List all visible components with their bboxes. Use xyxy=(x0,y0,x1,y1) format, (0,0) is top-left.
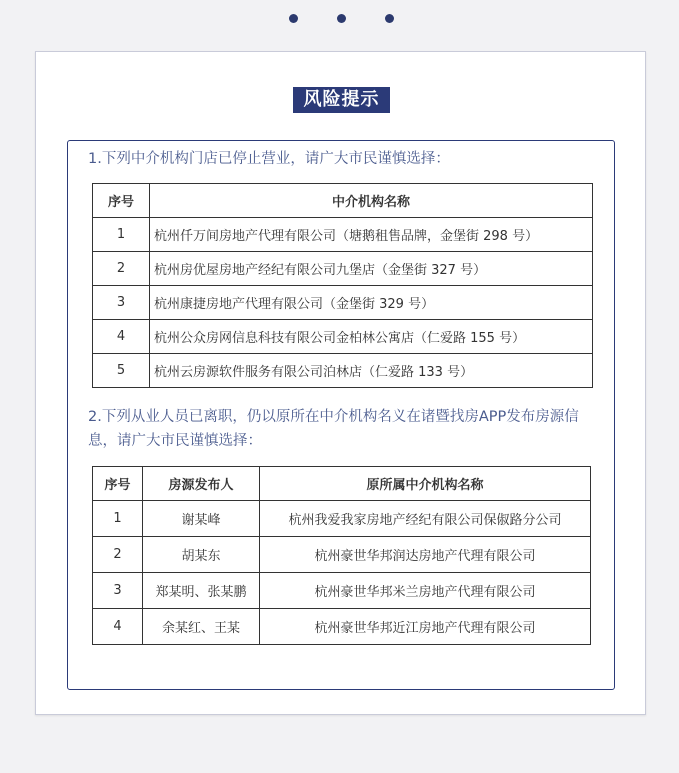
former-agency-name: 杭州豪世华邦米兰房地产代理有限公司 xyxy=(260,573,591,609)
column-header: 序号 xyxy=(93,467,143,501)
publisher-name: 胡某东 xyxy=(143,537,260,573)
departed-staff-table xyxy=(92,466,591,645)
publisher-name: 谢某峰 xyxy=(143,501,260,537)
row-number: 5 xyxy=(93,354,150,388)
table-header-row xyxy=(93,184,593,218)
table-row xyxy=(93,609,591,645)
notice-box xyxy=(67,140,615,690)
page-title: 风险提示 xyxy=(293,87,390,113)
table-row xyxy=(93,537,591,573)
table-row xyxy=(93,286,593,320)
publisher-name: 郑某明、张某鹏 xyxy=(143,573,260,609)
row-number: 3 xyxy=(93,286,150,320)
row-number: 1 xyxy=(93,218,150,252)
table-row xyxy=(93,501,591,537)
agency-name: 杭州云房源软件服务有限公司泊林店（仁爱路 133 号） xyxy=(150,354,593,388)
agency-name: 杭州仟万间房地产代理有限公司（塘鹅租售品牌，金堡街 298 号） xyxy=(150,218,593,252)
former-agency-name: 杭州豪世华邦润达房地产代理有限公司 xyxy=(260,537,591,573)
agency-name: 杭州康捷房地产代理有限公司（金堡街 329 号） xyxy=(150,286,593,320)
table-row xyxy=(93,320,593,354)
notice-text-1: 1.下列中介机构门店已停止营业，请广大市民谨慎选择： xyxy=(88,151,450,167)
table-header-row xyxy=(93,467,591,501)
column-header: 原所属中介机构名称 xyxy=(260,467,591,501)
row-number: 2 xyxy=(93,537,143,573)
dot-indicator[interactable] xyxy=(289,14,298,23)
column-header: 房源发布人 xyxy=(143,467,260,501)
table-row xyxy=(93,573,591,609)
notice-card xyxy=(35,51,646,715)
dot-indicator[interactable] xyxy=(385,14,394,23)
table-row xyxy=(93,252,593,286)
former-agency-name: 杭州我爱我家房地产经纪有限公司保俶路分公司 xyxy=(260,501,591,537)
row-number: 4 xyxy=(93,320,150,354)
row-number: 4 xyxy=(93,609,143,645)
column-header: 中介机构名称 xyxy=(150,184,593,218)
carousel-dots xyxy=(0,14,679,28)
column-header: 序号 xyxy=(93,184,150,218)
dot-indicator[interactable] xyxy=(337,14,346,23)
agency-name: 杭州公众房网信息科技有限公司金柏林公寓店（仁爱路 155 号） xyxy=(150,320,593,354)
table-row xyxy=(93,218,593,252)
former-agency-name: 杭州豪世华邦近江房地产代理有限公司 xyxy=(260,609,591,645)
notice-text-2: 2.下列从业人员已离职，仍以原所在中介机构名义在诸暨找房APP发布房源信息，请广大市民谨慎选择： xyxy=(88,409,579,449)
closed-agencies-table xyxy=(92,183,593,388)
table-row xyxy=(93,354,593,388)
row-number: 3 xyxy=(93,573,143,609)
publisher-name: 余某红、王某 xyxy=(143,609,260,645)
row-number: 2 xyxy=(93,252,150,286)
row-number: 1 xyxy=(93,501,143,537)
agency-name: 杭州房优屋房地产经纪有限公司九堡店（金堡街 327 号） xyxy=(150,252,593,286)
